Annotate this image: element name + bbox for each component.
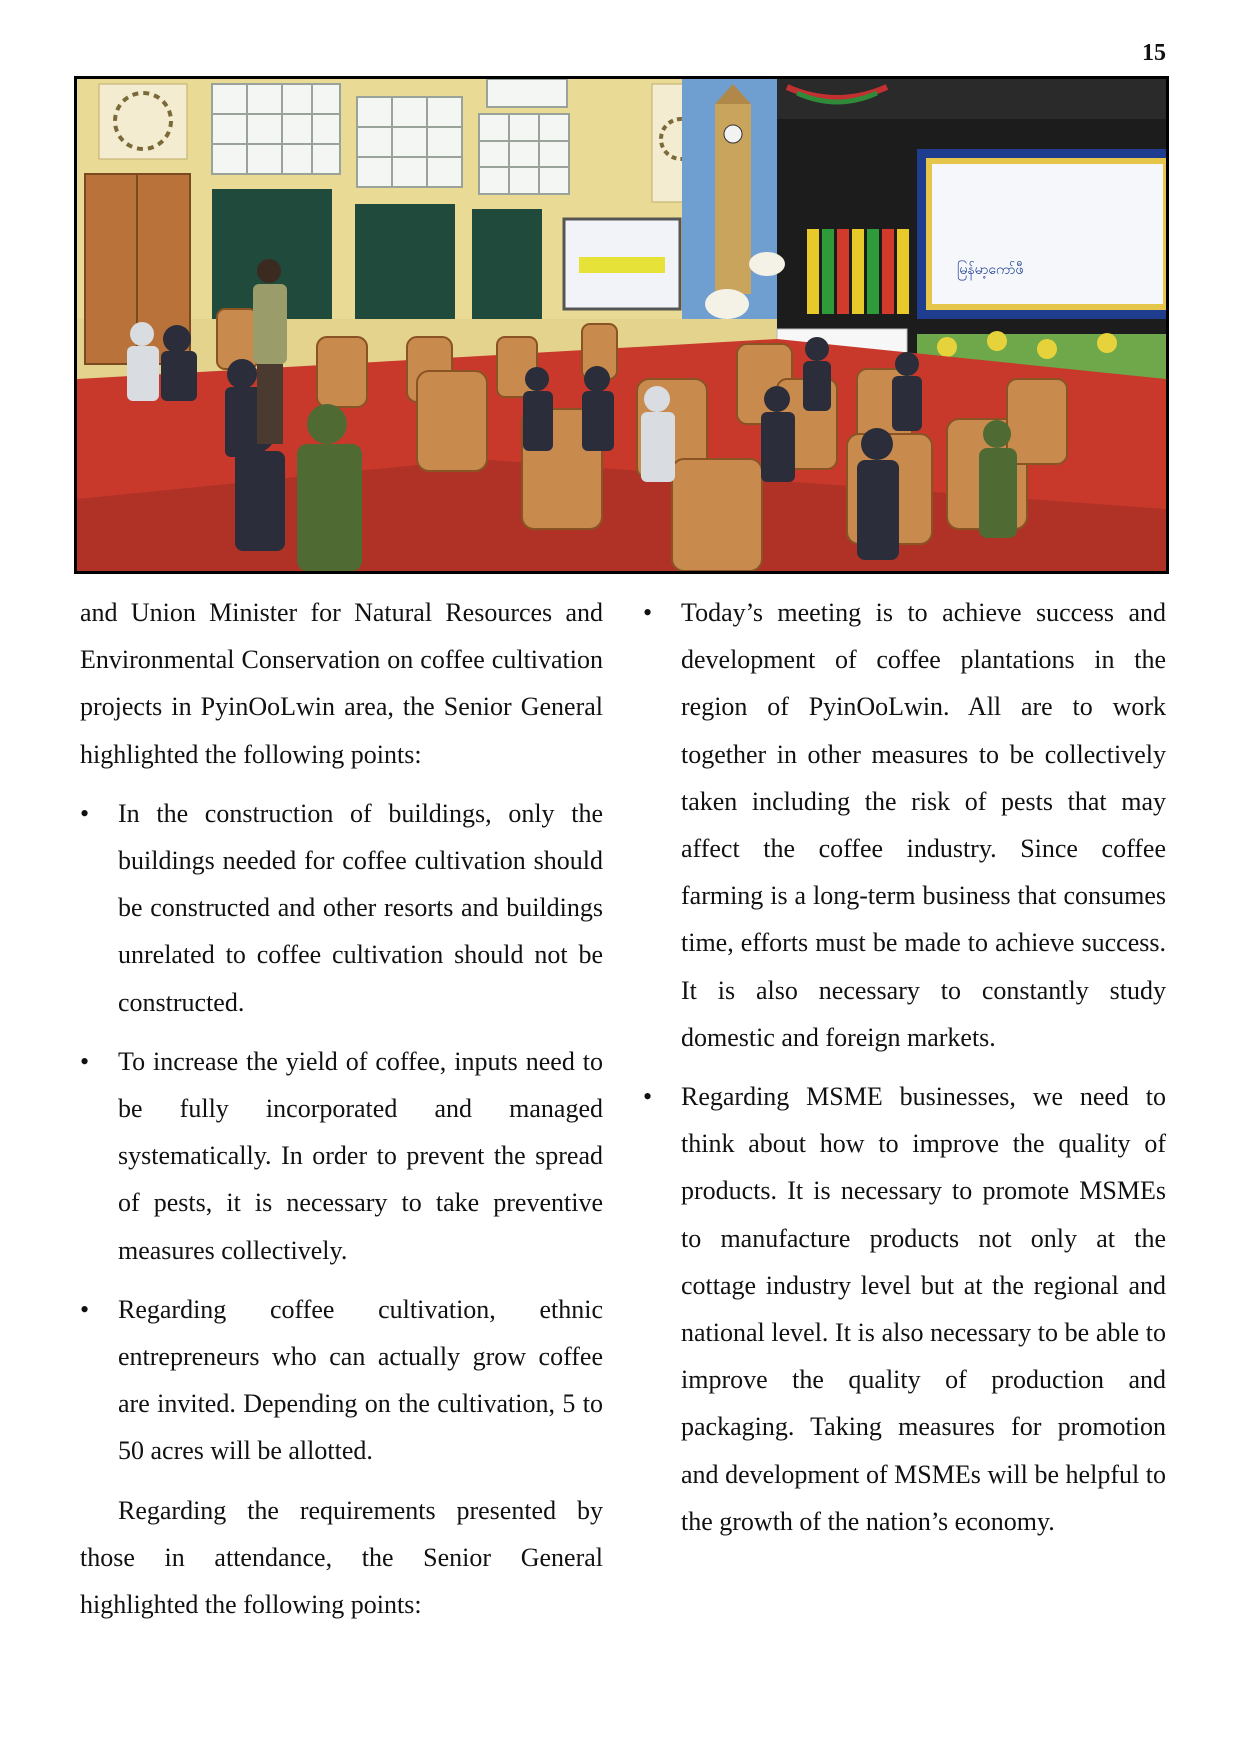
list-item: [643, 1073, 1166, 1545]
bullet-icon: •: [80, 798, 90, 828]
bullet-text: Regarding MSME businesses, we need to think about how to improve the quality of products. It is necessary to promote MSMEs to manufacture products not only at the cottage industry level but at the regional and national level. It is also necessary to be able to improve the quality of production and packaging. Taking measures for promotion and development of MSMEs will be helpful to the growth of the nation’s economy.: [681, 1082, 1166, 1536]
meeting-hall-image: [77, 79, 1166, 571]
bullet-icon: •: [80, 1046, 90, 1076]
bullet-icon: •: [643, 1082, 653, 1112]
list-item: [80, 790, 603, 1026]
page-number: 15: [1142, 40, 1166, 66]
bullet-text: To increase the yield of coffee, inputs need to be fully incorporated and managed systematically. In order to prevent the spread of pests, it is necessary to take preventive measures collectively.: [118, 1046, 603, 1265]
left-bullet-list: [80, 790, 603, 1475]
closing-paragraph: Regarding the requirements presented by those in attendance, the Senior General highlighted the following points:: [80, 1495, 603, 1620]
list-item: [80, 1286, 603, 1475]
bullet-icon: •: [643, 598, 653, 627]
bullet-icon: •: [80, 1294, 90, 1324]
bullet-text: Regarding coffee cultivation, ethnic entrepreneurs who can actually grow coffee are invited. Depending on the cultivation, 5 to 50 acres will be allotted.: [118, 1294, 603, 1466]
right-bullet-list: [643, 589, 1166, 1545]
bullet-text: In the construction of buildings, only the buildings needed for coffee cultivation should be constructed and other resorts and buildings unrelated to coffee cultivation should not be constructed.: [118, 798, 603, 1017]
list-item: [643, 589, 1166, 1061]
right-column: [643, 589, 1166, 1557]
intro-paragraph: and Union Minister for Natural Resources and Environmental Conservation on coffee cultivation projects in PyinOoLwin area, the Senior General highlighted the following points:: [80, 598, 603, 769]
meeting-photo: [74, 76, 1169, 574]
bullet-text: Today’s meeting is to achieve success and development of coffee plantations in the region of PyinOoLwin. All are to work together in other measures to be collectively taken including the risk of pests that may affect the coffee industry. Since coffee farming is a long-term business that consumes time, efforts must be made to achieve success. It is also necessary to constantly study domestic and foreign markets.: [681, 598, 1166, 1052]
left-column: [80, 589, 603, 1640]
banner-text: မြန်မာ့ကော်ဖီ: [957, 262, 1024, 278]
list-item: [80, 1038, 603, 1274]
